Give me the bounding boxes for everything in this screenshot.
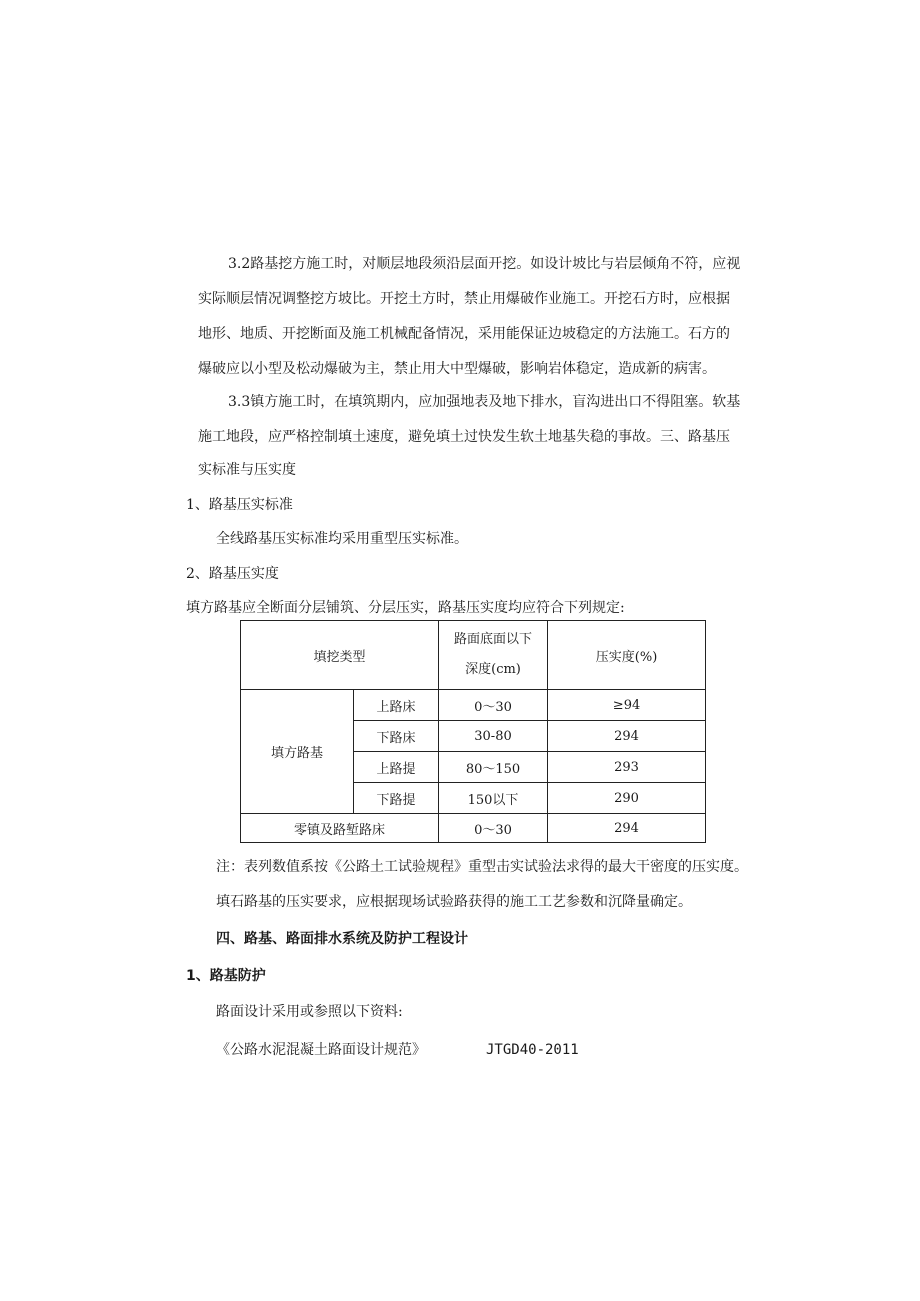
header-compaction: 压实度(%) — [548, 621, 706, 690]
table-note-2: 填石路基的压实要求，应根据现场试验路获得的施工工艺参数和沉降量确定。 — [216, 894, 692, 910]
header-depth-line1: 路面底面以下 — [454, 632, 533, 647]
depth-cell: 0～30 — [439, 814, 548, 843]
paragraph-line: 实标准与压实度 — [198, 462, 296, 478]
depth-cell: 150以下 — [439, 783, 548, 814]
last-type-cell: 零镇及路堑路床 — [241, 814, 439, 843]
paragraph-line: 3.3镇方施工时，在填筑期内，应加强地表及地下排水，盲沟进出口不得阻塞。软基 — [228, 394, 741, 410]
paragraph-line: 施工地段，应严格控制填土速度，避免填土过快发生软土地基失稳的事故。三、路基压 — [198, 429, 730, 445]
value-cell: 294 — [548, 721, 706, 752]
section-1-heading: 1、路基压实标准 — [186, 497, 293, 513]
depth-cell: 80～150 — [439, 752, 548, 783]
section-4-heading: 四、路基、路面排水系统及防护工程设计 — [216, 931, 468, 947]
paragraph-line: 爆破应以小型及松动爆破为主，禁止用大中型爆破，影响岩体稳定，造成新的病害。 — [198, 361, 716, 377]
header-depth-line2: 深度(cm) — [465, 662, 521, 677]
value-cell: 293 — [548, 752, 706, 783]
layer-cell: 下路提 — [354, 783, 439, 814]
section-2-heading: 2、路基压实度 — [186, 566, 279, 582]
value-cell: 290 — [548, 783, 706, 814]
paragraph-line: 3.2路基挖方施工时，对顺层地段须沿层面开挖。如设计坡比与岩层倾角不符，应视 — [228, 256, 741, 272]
table-note: 注：表列数值系按《公路土工试验规程》重型击实试验法求得的最大干密度的压实度。 — [216, 859, 748, 875]
paragraph-line: 实际顺层情况调整挖方坡比。开挖土方时，禁止用爆破作业施工。开挖石方时，应根据 — [198, 291, 730, 307]
section-1-body: 全线路基压实标准均采用重型压实标准。 — [216, 531, 468, 547]
value-cell: ≥94 — [548, 690, 706, 721]
reference-code: JTGD40-2011 — [486, 1042, 579, 1058]
section-2-intro: 填方路基应全断面分层铺筑、分层压实，路基压实度均应符合下列规定: — [186, 600, 625, 616]
header-type: 填挖类型 — [241, 621, 439, 690]
group-label: 填方路基 — [241, 690, 354, 814]
reference-title: 《公路水泥混凝土路面设计规范》 — [216, 1042, 426, 1058]
paragraph-line: 地形、地质、开挖断面及施工机械配备情况，采用能保证边坡稳定的方法施工。石方的 — [198, 326, 730, 342]
layer-cell: 上路床 — [354, 690, 439, 721]
table-row — [241, 814, 706, 843]
section-4-1-heading: 1、路基防护 — [186, 968, 266, 984]
compaction-table — [240, 620, 706, 843]
depth-cell: 30-80 — [439, 721, 548, 752]
value-cell: 294 — [548, 814, 706, 843]
section-4-1-intro: 路面设计采用或参照以下资料: — [216, 1004, 403, 1020]
table-header-row — [241, 621, 706, 690]
header-depth — [439, 621, 548, 690]
table-row — [241, 690, 706, 721]
layer-cell: 下路床 — [354, 721, 439, 752]
depth-cell: 0～30 — [439, 690, 548, 721]
layer-cell: 上路提 — [354, 752, 439, 783]
